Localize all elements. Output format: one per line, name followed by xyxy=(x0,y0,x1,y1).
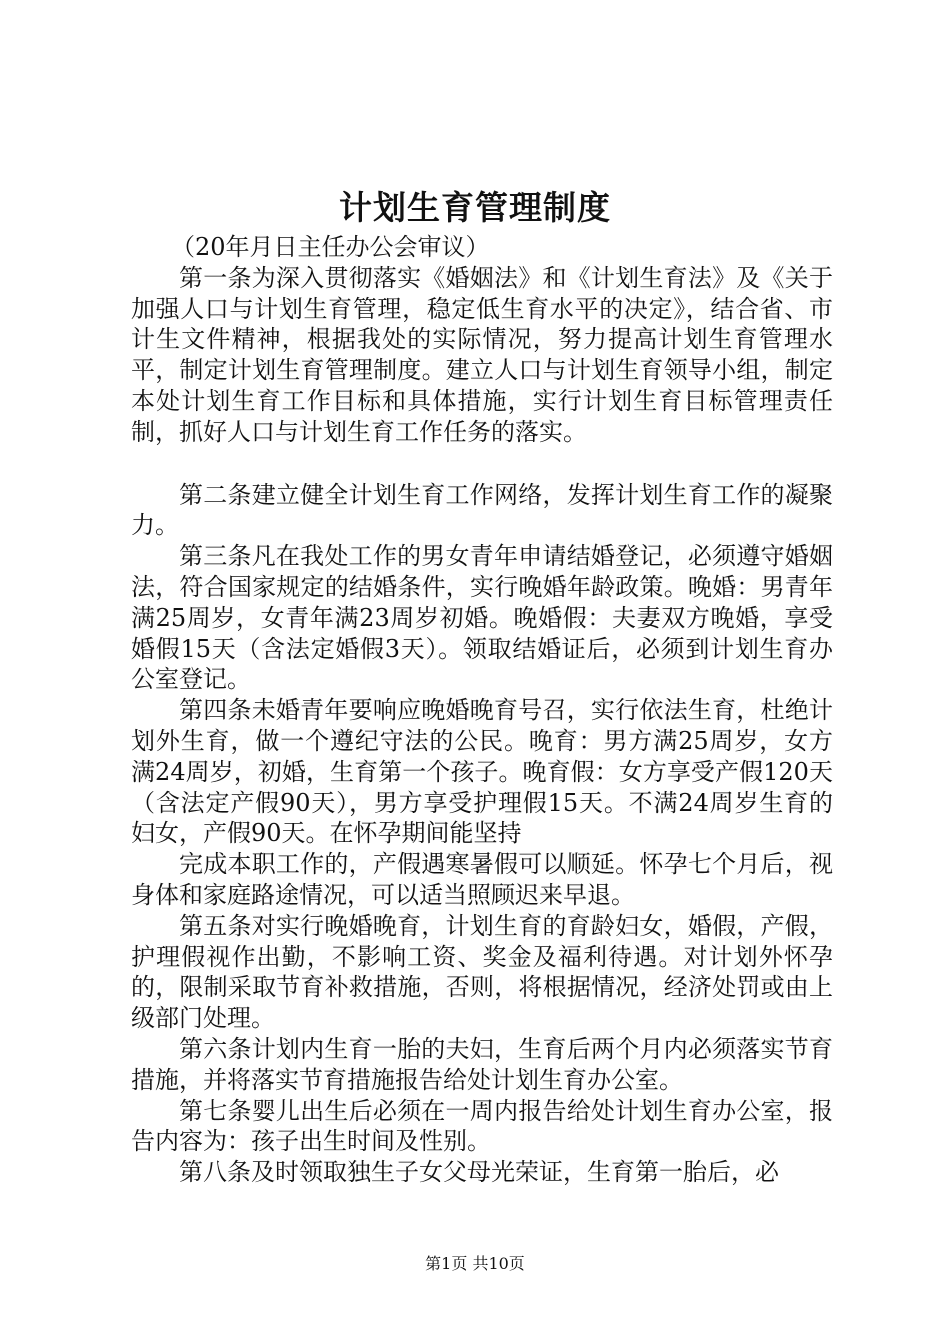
page-number: 第1页 共10页 xyxy=(425,1254,525,1273)
document-title: 计划生育管理制度 xyxy=(339,188,611,227)
article-6: 第六条计划内生育一胎的夫妇，生育后两个月内必须落实节育措施，并将落实节育措施报告给处计划生育办公室。 xyxy=(131,1034,833,1094)
article-4-continued: 完成本职工作的，产假遇寒暑假可以顺延。怀孕七个月后，视身体和家庭路途情况，可以适当照顾迟来早退。 xyxy=(131,850,833,909)
article-5: 第五条对实行晚婚晚育，计划生育的育龄妇女，婚假，产假，护理假视作出勤，不影响工资、奖金及福利待遇。对计划外怀孕的，限制采取节育补救措施，否则，将根据情况，经济处罚或由上级部门处理。 xyxy=(131,911,833,1033)
article-4: 第四条未婚青年要响应晚婚晚育号召，实行依法生育，杜绝计划外生育，做一个遵纪守法的公民。晚育：男方满25周岁，女方满24周岁，初婚，生育第一个孩子。晚育假：女方享受产假120天（含法定产假90天），男方享受护理假15天。不满24周岁生育的妇女，产假90天。在怀孕期间能坚持 xyxy=(131,696,833,848)
article-3: 第三条凡在我处工作的男女青年申请结婚登记，必须遵守婚姻法，符合国家规定的结婚条件，实行晚婚年龄政策。晚婚：男青年满25周岁，女青年满23周岁初婚。晚婚假：夫妻双方晚婚，享受婚假15天（含法定婚假3天）。领取结婚证后，必须到计划生育办公室登记。 xyxy=(131,542,833,694)
article-8: 第八条及时领取独生子女父母光荣证，生育第一胎后，必 xyxy=(179,1158,779,1187)
meeting-note: （20年月日主任办公会审议） xyxy=(171,233,490,261)
document-body xyxy=(131,232,833,1188)
article-2: 第二条建立健全计划生育工作网络，发挥计划生育工作的凝聚力。 xyxy=(131,480,833,540)
article-1: 第一条为深入贯彻落实《婚姻法》和《计划生育法》及《关于加强人口与计划生育管理，稳定低生育水平的决定》，结合省、市计生文件精神，根据我处的实际情况，努力提高计划生育管理水平，制定计划生育管理制度。建立人口与计划生育领导小组，制定本处计划生育工作目标和具体措施，实行计划生育目标管理责任制，抓好人口与计划生育工作任务的落实。 xyxy=(131,263,833,446)
article-7: 第七条婴儿出生后必须在一周内报告给处计划生育办公室，报告内容为：孩子出生时间及性别。 xyxy=(131,1096,833,1156)
